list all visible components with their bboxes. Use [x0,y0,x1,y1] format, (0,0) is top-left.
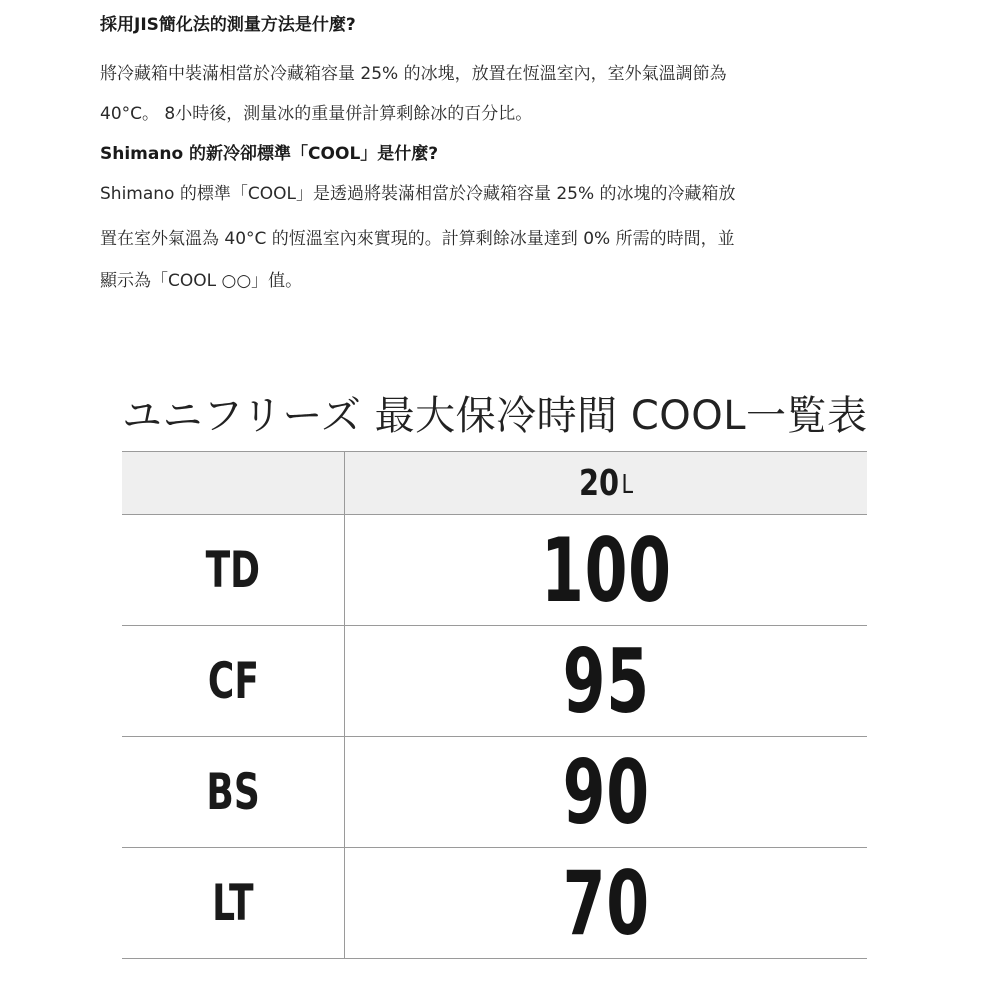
faq-answer-jis-line-1: 將冷藏箱中裝滿相當於冷藏箱容量 25% 的冰塊，放置在恆溫室內，室外氣溫調節為 [100,64,727,84]
cool-table [122,451,867,959]
table-row [122,514,867,625]
cool-value-cell [345,626,867,736]
cool-value-cell [345,737,867,847]
model-label: LT [212,874,254,932]
faq-answer-cool-line-1: Shimano 的標準「COOL」是透過將裝滿相當於冷藏箱容量 25% 的冰塊的冷藏箱放 [100,184,736,204]
table-header-row [122,451,867,514]
cool-value: 90 [562,740,650,844]
cool-value: 100 [540,518,672,622]
cool-value-cell [345,848,867,958]
cool-value: 70 [562,851,650,955]
model-cell [122,737,345,847]
faq-answer-cool-line-2: 置在室外氣溫為 40°C 的恆溫室內來實現的。計算剩餘冰量達到 0% 所需的時間，並 [100,229,735,249]
model-label: CF [207,652,259,710]
header-capacity-cell [397,452,815,514]
header-unit: L [621,470,634,500]
faq-section [100,14,900,292]
table-row [122,625,867,736]
model-label: BS [206,763,260,821]
faq-answer-cool-line-3: 顯示為「COOL ○○」值。 [100,271,303,291]
table-row [122,847,867,959]
model-cell [122,626,345,736]
header-capacity: 20 [578,462,620,504]
faq-question-jis: 採用JIS簡化法的測量方法是什麼? [100,15,356,35]
model-cell [122,515,345,625]
faq-question-cool: Shimano 的新冷卻標準「COOL」是什麼? [100,144,439,164]
faq-answer-jis-line-2: 40°C。 8小時後，測量冰的重量併計算剩餘冰的百分比。 [100,104,533,124]
table-row [122,736,867,847]
model-label: TD [205,541,261,599]
header-label-cell [122,452,345,514]
model-cell [122,848,345,958]
cool-value-cell [345,515,867,625]
cool-value: 95 [562,629,650,733]
table-title: ユニフリーズ 最大保冷時間 COOL一覧表 [122,393,868,439]
